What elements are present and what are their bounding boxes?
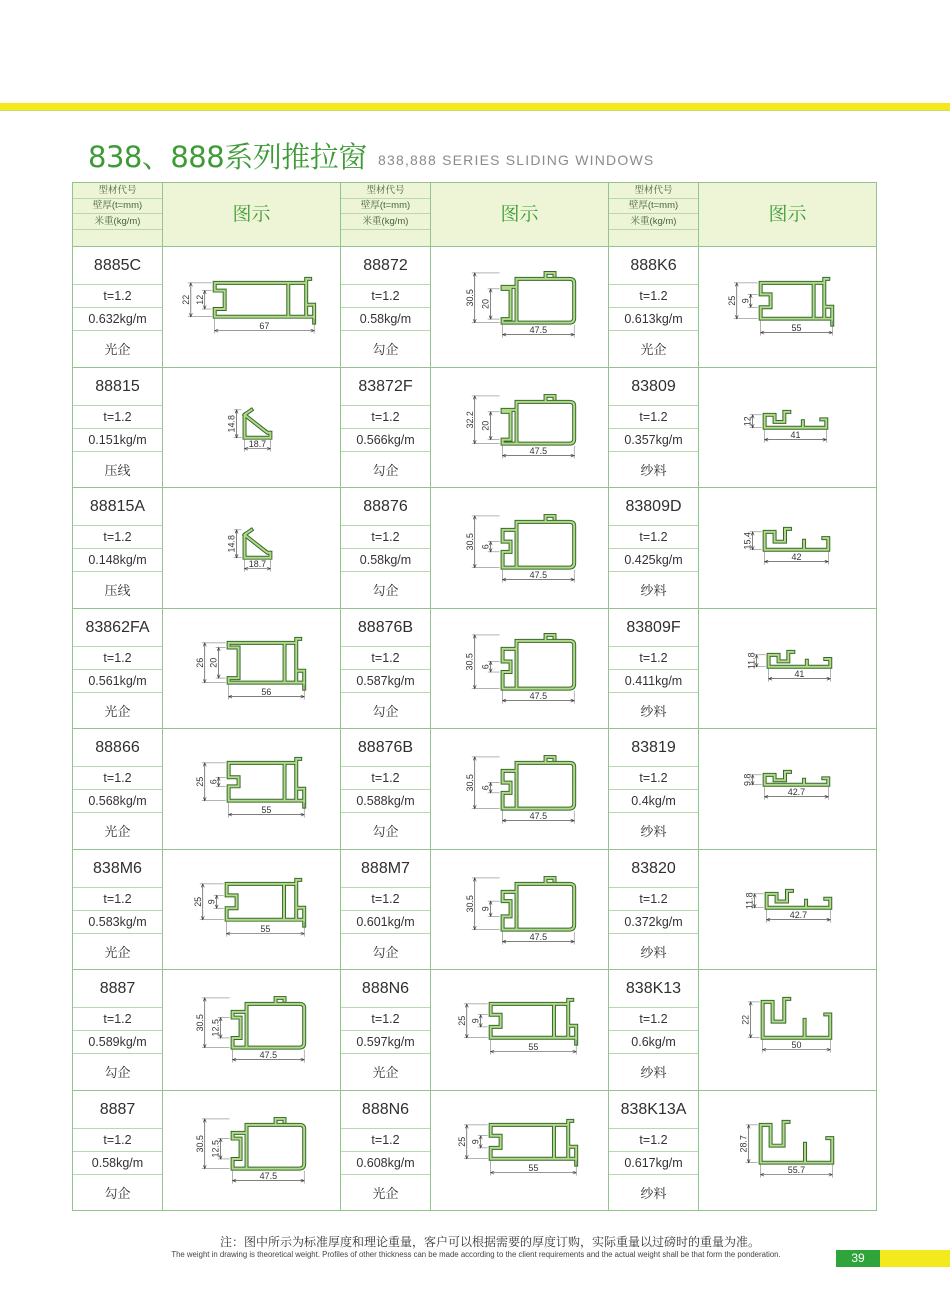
- profile-code: 83872F: [341, 368, 430, 406]
- profile-section-drawing: [699, 247, 876, 367]
- profile-drawing-cell: [431, 1091, 609, 1212]
- dimension-label: 30.5: [464, 289, 475, 307]
- profile-drawing-cell: [163, 850, 341, 971]
- meter-weight: 0.589kg/m: [73, 1031, 162, 1054]
- wall-thickness: t=1.2: [73, 647, 162, 670]
- table-row: [73, 850, 877, 971]
- profile-section-drawing: [163, 850, 340, 970]
- wall-thickness: t=1.2: [73, 285, 162, 308]
- footnote-cn: 注：图中所示为标准厚度和理论重量，客户可以根据需要的厚度订购，实际重量以过磅时的重量为准。: [219, 1235, 760, 1249]
- table-row: [73, 368, 877, 489]
- profile-info-cell: [341, 488, 431, 609]
- dimension-label: 47.5: [259, 1170, 278, 1181]
- dimension-label: 67: [259, 321, 270, 332]
- wall-thickness: t=1.2: [341, 406, 430, 429]
- wall-thickness: t=1.2: [73, 406, 162, 429]
- meter-weight: 0.6kg/m: [609, 1031, 698, 1054]
- meter-weight: 0.372kg/m: [609, 911, 698, 934]
- profile-code: 888K6: [609, 247, 698, 285]
- profile-section-drawing: [163, 1091, 340, 1211]
- profile-section-drawing: [431, 1091, 608, 1211]
- footnote-en: The weight in drawing is theoretical weight. Profiles of other thickness can be made according to the client requirements and the actual weight shall be that form the ponderation.: [171, 1250, 781, 1259]
- header-thickness-label: 壁厚(t=mm): [341, 199, 430, 214]
- table-header: [73, 183, 877, 247]
- profile-info-cell: [609, 488, 699, 609]
- dimension-label: 25: [726, 295, 737, 306]
- dimension-label: 6: [480, 785, 491, 791]
- wall-thickness: t=1.2: [341, 647, 430, 670]
- dimension-label: 55: [791, 323, 802, 334]
- profile-wall: [215, 279, 314, 323]
- top-accent-bar: [0, 103, 950, 110]
- dimension-label: 18.7: [248, 559, 267, 570]
- profile-type: 光企: [104, 703, 131, 719]
- profile-outline: [233, 998, 305, 1048]
- dimension-label: 42.7: [787, 787, 806, 798]
- profile-section-drawing: [699, 1091, 876, 1211]
- dimension-label: 55: [261, 805, 272, 816]
- dimension-label: 11.8: [746, 651, 757, 669]
- profile-wall: [761, 1121, 833, 1162]
- dimension-label: 12: [194, 294, 205, 305]
- profile-type: 纱料: [640, 703, 667, 719]
- profile-section-drawing: [431, 368, 608, 488]
- dimension-label: 20: [208, 657, 219, 668]
- extension-line: [472, 395, 500, 443]
- meter-weight: 0.411kg/m: [609, 670, 698, 693]
- profile-info-cell: [341, 247, 431, 368]
- profile-drawing-cell: [163, 970, 341, 1091]
- profile-code: 83809: [609, 368, 698, 406]
- meter-weight: 0.587kg/m: [341, 670, 430, 693]
- dimension-label: 14.8: [226, 535, 237, 553]
- profile-section-drawing: [699, 368, 876, 488]
- profile-wall: [761, 279, 833, 325]
- profile-type: 光企: [640, 342, 667, 358]
- dimension-label: 41: [790, 429, 801, 440]
- profile-type: 光企: [372, 1065, 399, 1081]
- profile-drawing-cell: [163, 609, 341, 730]
- dimension-label: 30.5: [464, 894, 475, 912]
- profile-type: 光企: [104, 824, 131, 840]
- profile-code: 838M6: [73, 850, 162, 888]
- extension-line: [472, 877, 500, 929]
- profile-info-cell: [73, 1091, 163, 1212]
- wall-thickness: t=1.2: [609, 1008, 698, 1031]
- profile-type: 勾企: [372, 583, 399, 599]
- meter-weight: 0.588kg/m: [341, 790, 430, 813]
- dimension-label: 55: [528, 1162, 539, 1173]
- profile-section-drawing: [699, 609, 876, 729]
- header-code-column: [609, 183, 699, 247]
- dimension-label: 6: [480, 544, 491, 550]
- profile-drawing-cell: [431, 729, 609, 850]
- profile-type: 勾企: [372, 342, 399, 358]
- profile-drawing-cell: [699, 247, 877, 368]
- profile-drawing-cell: [699, 970, 877, 1091]
- profile-section-drawing: [699, 729, 876, 849]
- dimension-label: 12.5: [210, 1019, 221, 1037]
- dimension-label: 9: [206, 898, 217, 904]
- profile-info-cell: [73, 729, 163, 850]
- dimension-label: 22: [180, 294, 191, 305]
- dimension-label: 22: [740, 1014, 751, 1025]
- extension-line: [472, 634, 500, 688]
- dimension-label: 6: [480, 663, 491, 669]
- meter-weight: 0.583kg/m: [73, 911, 162, 934]
- profile-drawing-cell: [699, 850, 877, 971]
- wall-thickness: t=1.2: [609, 526, 698, 549]
- profile-section-drawing: [163, 247, 340, 367]
- profile-section-drawing: [163, 488, 340, 608]
- profile-outline: [503, 273, 575, 323]
- wall-thickness: t=1.2: [609, 1129, 698, 1152]
- profile-info-cell: [341, 970, 431, 1091]
- extension-line: [472, 273, 500, 323]
- profile-info-cell: [73, 609, 163, 730]
- meter-weight: 0.151kg/m: [73, 429, 162, 452]
- dimension-label: 9.8: [742, 773, 753, 787]
- header-thickness-label: 壁厚(t=mm): [73, 199, 162, 214]
- dimension-label: 25: [456, 1136, 467, 1147]
- profile-code: 8887: [73, 970, 162, 1008]
- profile-wall: [763, 999, 831, 1038]
- wall-thickness: t=1.2: [609, 406, 698, 429]
- profile-drawing-cell: [431, 368, 609, 489]
- profile-section-drawing: [431, 970, 608, 1090]
- profile-code: 83820: [609, 850, 698, 888]
- dimension-label: 15.4: [742, 532, 753, 550]
- wall-thickness: t=1.2: [609, 285, 698, 308]
- profile-type: 纱料: [640, 1185, 667, 1201]
- dimension-label: 25: [192, 896, 203, 907]
- meter-weight: 0.613kg/m: [609, 308, 698, 331]
- meter-weight: 0.4kg/m: [609, 790, 698, 813]
- wall-thickness: t=1.2: [73, 888, 162, 911]
- profile-info-cell: [341, 850, 431, 971]
- profile-type: 纱料: [640, 462, 667, 478]
- profile-table: [72, 182, 877, 1211]
- profile-type: 纱料: [640, 583, 667, 599]
- profile-code: 8887: [73, 1091, 162, 1129]
- profile-type: 光企: [372, 1185, 399, 1201]
- dimension-label: 30.5: [464, 533, 475, 551]
- dimension-label: 55: [260, 923, 271, 934]
- profile-info-cell: [73, 488, 163, 609]
- profile-wall: [491, 1000, 577, 1044]
- top-accent-line: [0, 110, 950, 111]
- profile-type: 勾企: [372, 703, 399, 719]
- profile-info-cell: [73, 368, 163, 489]
- profile-drawing-cell: [699, 368, 877, 489]
- profile-drawing-cell: [699, 729, 877, 850]
- profile-info-cell: [73, 970, 163, 1091]
- wall-thickness: t=1.2: [341, 1129, 430, 1152]
- dimension-label: 30.5: [464, 652, 475, 670]
- profile-section-drawing: [431, 850, 608, 970]
- wall-thickness: t=1.2: [341, 1008, 430, 1031]
- dimension-label: 47.5: [259, 1050, 278, 1061]
- dimension-label: 9: [480, 905, 491, 911]
- profile-drawing-cell: [163, 488, 341, 609]
- profile-info-cell: [341, 729, 431, 850]
- profile-type: 勾企: [104, 1185, 131, 1201]
- profile-section-drawing: [163, 729, 340, 849]
- footer-accent-bar: [880, 1250, 950, 1267]
- profile-code: 83809D: [609, 488, 698, 526]
- profile-drawing-cell: [699, 1091, 877, 1212]
- table-row: [73, 609, 877, 730]
- wall-thickness: t=1.2: [73, 1008, 162, 1031]
- dimension-label: 47.5: [529, 325, 548, 336]
- profile-type: 勾企: [372, 824, 399, 840]
- dimension-label: 9: [470, 1138, 481, 1144]
- meter-weight: 0.58kg/m: [341, 308, 430, 331]
- profile-code: 838K13: [609, 970, 698, 1008]
- profile-section-drawing: [699, 850, 876, 970]
- profile-drawing-cell: [699, 609, 877, 730]
- dimension-label: 56: [261, 686, 272, 697]
- profile-wall: [765, 529, 829, 550]
- dimension-label: 26: [194, 657, 205, 668]
- header-drawing-label: 图示: [431, 183, 609, 247]
- header-weight-label: 米重(kg/m): [341, 214, 430, 230]
- profile-outline: [503, 516, 575, 568]
- dimension-label: 47.5: [529, 811, 548, 822]
- profile-info-cell: [609, 609, 699, 730]
- header-blank: [609, 230, 698, 246]
- table-row: [73, 729, 877, 850]
- header-drawing-label: 图示: [699, 183, 877, 247]
- page-title: 838、888系列推拉窗: [88, 140, 367, 174]
- wall-thickness: t=1.2: [341, 888, 430, 911]
- header-code-column: [341, 183, 431, 247]
- dimension-label: 12.5: [210, 1139, 221, 1157]
- dimension-label: 14.8: [226, 414, 237, 432]
- meter-weight: 0.425kg/m: [609, 549, 698, 572]
- meter-weight: 0.561kg/m: [73, 670, 162, 693]
- dimension-label: 6: [208, 779, 219, 785]
- wall-thickness: t=1.2: [341, 526, 430, 549]
- profile-code: 88866: [73, 729, 162, 767]
- dimension-label: 9: [740, 298, 751, 304]
- profile-drawing-cell: [431, 247, 609, 368]
- table-body: [73, 247, 877, 1211]
- dimension-label: 50: [791, 1040, 802, 1051]
- table-row: [73, 1091, 877, 1212]
- profile-code: 838K13A: [609, 1091, 698, 1129]
- profile-section-drawing: [163, 970, 340, 1090]
- profile-type: 纱料: [640, 944, 667, 960]
- profile-code: 88815A: [73, 488, 162, 526]
- dimension-label: 32.2: [464, 410, 475, 428]
- profile-info-cell: [341, 368, 431, 489]
- table-row: [73, 970, 877, 1091]
- header-code-label: 型材代号: [609, 183, 698, 199]
- header-code-column: [73, 183, 163, 247]
- profile-drawing-cell: [431, 850, 609, 971]
- header-code-label: 型材代号: [341, 183, 430, 199]
- profile-wall: [767, 890, 831, 907]
- profile-code: 88876B: [341, 729, 430, 767]
- profile-code: 88876B: [341, 609, 430, 647]
- profile-info-cell: [341, 609, 431, 730]
- wall-thickness: t=1.2: [609, 647, 698, 670]
- profile-type: 压线: [104, 462, 131, 478]
- meter-weight: 0.632kg/m: [73, 308, 162, 331]
- meter-weight: 0.617kg/m: [609, 1152, 698, 1175]
- profile-code: 88815: [73, 368, 162, 406]
- profile-code: 88872: [341, 247, 430, 285]
- profile-type: 压线: [104, 583, 131, 599]
- meter-weight: 0.566kg/m: [341, 429, 430, 452]
- profile-code: 888M7: [341, 850, 430, 888]
- profile-info-cell: [609, 247, 699, 368]
- profile-info-cell: [73, 850, 163, 971]
- profile-section-drawing: [431, 247, 608, 367]
- profile-info-cell: [609, 1091, 699, 1212]
- page-number: 39: [836, 1250, 880, 1267]
- dimension-label: 47.5: [529, 445, 548, 456]
- profile-section-drawing: [699, 488, 876, 608]
- profile-info-cell: [73, 247, 163, 368]
- profile-info-cell: [609, 729, 699, 850]
- profile-code: 888N6: [341, 970, 430, 1008]
- table-row: [73, 247, 877, 368]
- profile-outline: [233, 1118, 305, 1168]
- dimension-label: 55.7: [787, 1164, 806, 1175]
- profile-outline: [503, 877, 575, 929]
- dimension-label: 9: [470, 1018, 481, 1024]
- wall-thickness: t=1.2: [73, 767, 162, 790]
- dimension-label: 30.5: [194, 1014, 205, 1032]
- wall-thickness: t=1.2: [609, 767, 698, 790]
- profile-code: 88876: [341, 488, 430, 526]
- wall-thickness: t=1.2: [73, 526, 162, 549]
- dimension-label: 20: [480, 298, 491, 309]
- profile-code: 888N6: [341, 1091, 430, 1129]
- dimension-label: 28.7: [738, 1134, 749, 1152]
- profile-wall: [765, 411, 827, 427]
- wall-thickness: t=1.2: [609, 888, 698, 911]
- dimension-label: 25: [194, 776, 205, 787]
- header-thickness-label: 壁厚(t=mm): [609, 199, 698, 214]
- profile-drawing-cell: [163, 368, 341, 489]
- profile-drawing-cell: [163, 247, 341, 368]
- profile-section-drawing: [431, 729, 608, 849]
- profile-outline: [503, 757, 575, 809]
- profile-drawing-cell: [163, 729, 341, 850]
- profile-info-cell: [341, 1091, 431, 1212]
- meter-weight: 0.597kg/m: [341, 1031, 430, 1054]
- profile-type: 勾企: [372, 944, 399, 960]
- meter-weight: 0.148kg/m: [73, 549, 162, 572]
- table-row: [73, 488, 877, 609]
- dimension-label: 47.5: [529, 690, 548, 701]
- meter-weight: 0.608kg/m: [341, 1152, 430, 1175]
- profile-code: 83862FA: [73, 609, 162, 647]
- header-blank: [341, 230, 430, 246]
- profile-drawing-cell: [431, 609, 609, 730]
- profile-info-cell: [609, 368, 699, 489]
- dimension-label: 25: [456, 1015, 467, 1026]
- profile-drawing-cell: [431, 970, 609, 1091]
- profile-section-drawing: [431, 488, 608, 608]
- profile-type: 勾企: [372, 462, 399, 478]
- profile-wall: [491, 1120, 577, 1164]
- dimension-label: 41: [794, 668, 805, 679]
- profile-info-cell: [609, 970, 699, 1091]
- wall-thickness: t=1.2: [73, 1129, 162, 1152]
- meter-weight: 0.601kg/m: [341, 911, 430, 934]
- profile-type: 纱料: [640, 824, 667, 840]
- dimension-label: 30.5: [464, 774, 475, 792]
- profile-section-drawing: [163, 368, 340, 488]
- profile-outline: [229, 759, 305, 807]
- dimension-label: 12: [742, 415, 753, 426]
- profile-wall: [769, 651, 831, 666]
- profile-type: 光企: [104, 342, 131, 358]
- dimension-label: 42.7: [789, 909, 808, 920]
- meter-weight: 0.357kg/m: [609, 429, 698, 452]
- dimension-label: 47.5: [529, 931, 548, 942]
- profile-info-cell: [609, 850, 699, 971]
- header-weight-label: 米重(kg/m): [73, 214, 162, 230]
- profile-code: 83819: [609, 729, 698, 767]
- header-drawing-label: 图示: [163, 183, 341, 247]
- header-blank: [73, 230, 162, 246]
- wall-thickness: t=1.2: [341, 285, 430, 308]
- page-subtitle: 838,888 SERIES SLIDING WINDOWS: [378, 152, 655, 168]
- dimension-label: 18.7: [248, 438, 267, 449]
- dimension-label: 55: [528, 1042, 539, 1053]
- header-code-label: 型材代号: [73, 183, 162, 199]
- profile-type: 勾企: [104, 1065, 131, 1081]
- wall-thickness: t=1.2: [341, 767, 430, 790]
- profile-type: 纱料: [640, 1065, 667, 1081]
- profile-section-drawing: [699, 970, 876, 1090]
- profile-code: 83809F: [609, 609, 698, 647]
- profile-section-drawing: [163, 609, 340, 729]
- profile-outline: [229, 638, 305, 688]
- meter-weight: 0.58kg/m: [73, 1152, 162, 1175]
- profile-outline: [503, 634, 575, 688]
- meter-weight: 0.568kg/m: [73, 790, 162, 813]
- meter-weight: 0.58kg/m: [341, 549, 430, 572]
- profile-code: 8885C: [73, 247, 162, 285]
- profile-wall: [503, 634, 575, 688]
- dimension-label: 20: [480, 420, 491, 431]
- dimension-label: 11.8: [744, 891, 755, 909]
- header-weight-label: 米重(kg/m): [609, 214, 698, 230]
- profile-drawing-cell: [163, 1091, 341, 1212]
- profile-outline: [503, 395, 575, 443]
- profile-drawing-cell: [431, 488, 609, 609]
- dimension-label: 42: [791, 552, 802, 563]
- profile-drawing-cell: [699, 488, 877, 609]
- profile-section-drawing: [431, 609, 608, 729]
- dimension-label: 30.5: [194, 1134, 205, 1152]
- dimension-label: 47.5: [529, 570, 548, 581]
- profile-type: 光企: [104, 944, 131, 960]
